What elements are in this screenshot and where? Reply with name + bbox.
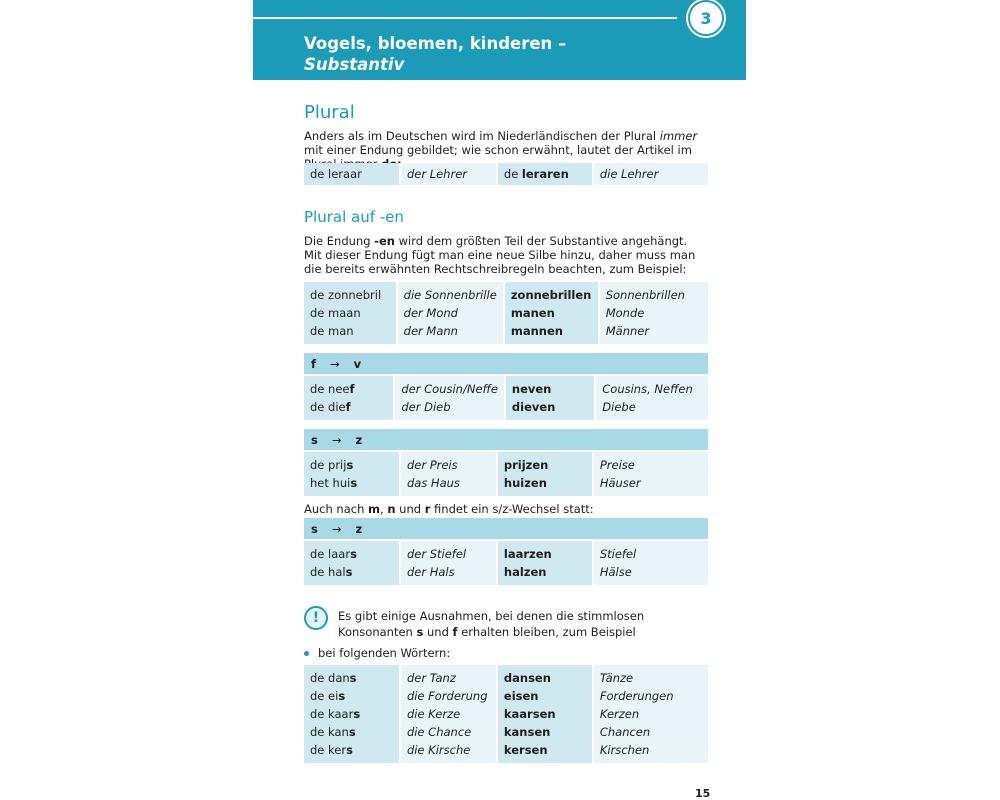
plural-translation-cell: Chancen — [592, 723, 708, 741]
bullet-text: bei folgenden Wörtern: — [318, 646, 451, 660]
singular-cell — [304, 687, 399, 705]
singular-stem: de die — [310, 400, 346, 414]
singular-cell — [304, 563, 399, 585]
plural-word: zonnebrillen — [510, 288, 592, 302]
table-row — [304, 563, 708, 585]
text-segment: erhalten bleiben, zum Beispiel — [457, 625, 636, 639]
text-segment: und — [423, 625, 453, 639]
singular-translation-cell: der Tanz — [399, 665, 496, 687]
singular-translation-cell: der Preis — [399, 452, 496, 474]
text-bold: s — [416, 625, 424, 639]
table-row — [304, 723, 708, 741]
arrow-right-icon: → — [330, 356, 340, 371]
table-row — [304, 687, 708, 705]
singular-ending: f — [345, 400, 351, 414]
plural-translation-cell: Stiefel — [592, 541, 708, 563]
plural-translation-cell: Preise — [592, 452, 708, 474]
text-segment: Die Endung — [304, 234, 375, 248]
plural-word: prijzen — [503, 458, 549, 472]
singular-stem: de kaar — [310, 707, 354, 721]
table-row — [304, 398, 708, 420]
exceptions-table — [304, 665, 708, 763]
note-text — [338, 608, 708, 640]
text-segment: Anders als im Deutschen wird im Niederländischen der Plural — [304, 129, 660, 143]
singular-cell — [304, 723, 399, 741]
rule-from: f — [311, 356, 317, 371]
arrow-right-icon: → — [331, 432, 342, 447]
plural-cell — [503, 282, 598, 304]
singular-cell — [304, 376, 393, 398]
plural-translation-cell: Häuser — [592, 474, 708, 496]
plural-cell — [496, 452, 592, 474]
text-segment: Es gibt einige Ausnahmen, bei denen die stimmlosen Konsonanten — [338, 609, 645, 639]
rule-s-to-z-header-2 — [304, 518, 708, 539]
singular-stem: de hal — [310, 565, 346, 579]
exclamation-icon: ! — [304, 606, 328, 630]
plural-cell — [504, 376, 594, 398]
page-number: 15 — [695, 787, 711, 800]
singular-cell — [304, 398, 393, 420]
singular-translation-cell: der Cousin/Neffe — [393, 376, 504, 398]
plural-cell — [504, 398, 594, 420]
singular-translation-cell: die Kirsche — [399, 741, 496, 763]
singular-translation-cell: das Haus — [399, 474, 496, 496]
singular-translation-cell: die Forderung — [399, 687, 496, 705]
singular-stem: de ei — [310, 689, 339, 703]
singular-ending: s — [353, 707, 361, 721]
plural-translation-cell: Cousins, Neffen — [594, 376, 708, 398]
heading-plural: Plural — [304, 102, 355, 123]
plural-cell — [503, 322, 598, 344]
rule-from: s — [311, 521, 318, 536]
singular-ending: s — [349, 671, 357, 685]
table-row — [304, 282, 708, 304]
text-segment: wird dem größten Teil der Substantive angehängt. Mit dieser Endung fügt man eine neue Silbe hinzu, daher muss man die bereits erwähnten Rechtschreibregeln beachten, zum Beispiel: — [304, 234, 696, 276]
rule-s-to-z-header — [304, 429, 708, 450]
plural-translation-cell: Kerzen — [592, 705, 708, 723]
singular-ending: s — [350, 476, 358, 490]
text-bold: -en — [374, 234, 395, 248]
text-segment: Auch nach — [304, 502, 369, 516]
arrow-right-icon: → — [331, 521, 342, 536]
plural-cell — [496, 563, 592, 585]
plural-translation-cell: Forderungen — [592, 687, 708, 705]
table-row — [304, 541, 708, 563]
singular-translation-cell: die Sonnenbrille — [396, 282, 503, 304]
singular-stem: de ker — [310, 743, 347, 757]
plural-word: kansen — [503, 725, 551, 739]
table-row — [304, 705, 708, 723]
plural-cell — [503, 304, 598, 322]
plural-article: de — [503, 167, 522, 181]
plural-translation-cell: Männer — [598, 322, 708, 344]
spelling-example-table — [304, 282, 708, 344]
chapter-title — [304, 33, 566, 75]
plural-cell — [496, 541, 592, 563]
singular-stem: het hui — [310, 476, 351, 490]
plural-word: kersen — [503, 743, 548, 757]
rule-from: s — [311, 432, 318, 447]
rule-to: z — [355, 521, 363, 536]
plural-translation-cell: Monde — [598, 304, 708, 322]
singular-ending: f — [349, 382, 355, 396]
singular-translation-cell: die Chance — [399, 723, 496, 741]
s-to-z-mnr-table — [304, 541, 708, 585]
text-segment: und — [395, 502, 425, 516]
plural-word: halzen — [503, 565, 547, 579]
chapter-banner — [253, 0, 746, 80]
plural-translation-cell: die Lehrer — [592, 163, 708, 185]
plural-translation-cell: Kirschen — [592, 741, 708, 763]
plural-word: manen — [510, 306, 555, 320]
plural-word: laarzen — [503, 547, 552, 561]
text-bold: m — [368, 502, 381, 516]
chapter-number-badge: 3 — [688, 0, 724, 36]
singular-ending: s — [345, 565, 353, 579]
plural-translation-cell: Hälse — [592, 563, 708, 585]
singular-ending: s — [348, 725, 356, 739]
table-row — [304, 474, 708, 496]
plural-cell — [496, 705, 592, 723]
text-segment: mit einer Endung gebildet; wie schon erwähnt, lautet der Artikel im — [304, 143, 692, 157]
singular-cell — [304, 705, 399, 723]
singular-cell — [304, 452, 399, 474]
singular-ending: s — [346, 458, 354, 472]
singular-cell — [304, 665, 399, 687]
singular-stem: de dan — [310, 671, 350, 685]
singular-ending: s — [346, 743, 353, 757]
plural-translation-cell: Diebe — [594, 398, 708, 420]
text-bold: n — [387, 502, 396, 516]
plural-word: dansen — [503, 671, 551, 685]
singular-translation-cell: der Dieb — [393, 398, 504, 420]
plural-cell — [496, 163, 592, 185]
mnr-text — [304, 502, 708, 516]
singular-cell — [304, 474, 399, 496]
banner-divider — [253, 17, 677, 19]
singular-ending: s — [350, 547, 357, 561]
singular-stem: de laar — [310, 547, 351, 561]
plural-cell — [496, 723, 592, 741]
text-bold: r — [424, 502, 431, 516]
plural-cell — [496, 741, 592, 763]
table-row — [304, 304, 708, 322]
plural-translation-cell: Tänze — [592, 665, 708, 687]
plural-word: kaarsen — [503, 707, 556, 721]
singular-stem: de prij — [310, 458, 347, 472]
rule-to: v — [353, 356, 362, 371]
plural-cell — [496, 665, 592, 687]
singular-cell — [304, 541, 399, 563]
singular-translation-cell: der Mond — [396, 304, 503, 322]
plural-word: mannen — [510, 324, 563, 338]
plural-cell — [496, 687, 592, 705]
singular-cell: de leraar — [304, 163, 399, 185]
bullet-dot-icon — [304, 651, 309, 656]
plural-translation-cell: Sonnenbrillen — [598, 282, 708, 304]
bullet-item — [304, 646, 450, 660]
plural-word: huizen — [503, 476, 547, 490]
plural-en-intro-text — [304, 234, 708, 276]
singular-stem: de nee — [310, 382, 350, 396]
text-segment: , — [380, 502, 388, 516]
table-row — [304, 322, 708, 344]
heading-plural-en: Plural auf -en — [304, 208, 404, 226]
chapter-title-line2: Substantiv — [304, 55, 405, 74]
text-italic: immer — [659, 129, 698, 143]
singular-translation-cell: der Lehrer — [399, 163, 496, 185]
plural-word: leraren — [521, 167, 569, 181]
plural-example-table — [304, 163, 708, 185]
singular-translation-cell: der Stiefel — [399, 541, 496, 563]
plural-word: dieven — [511, 400, 556, 414]
singular-translation-cell: die Kerze — [399, 705, 496, 723]
text-bold: f — [452, 625, 458, 639]
book-page — [253, 0, 746, 800]
singular-cell — [304, 741, 399, 763]
singular-ending: s — [338, 689, 346, 703]
singular-cell: de zonnebril — [304, 282, 396, 304]
rule-f-to-v-header — [304, 353, 708, 374]
singular-cell: de maan — [304, 304, 396, 322]
singular-cell: de man — [304, 322, 396, 344]
plural-word: neven — [511, 382, 552, 396]
table-row — [304, 741, 708, 763]
s-to-z-table — [304, 452, 708, 496]
f-to-v-table — [304, 376, 708, 420]
singular-translation-cell: der Mann — [396, 322, 503, 344]
table-row — [304, 163, 708, 185]
plural-cell — [496, 474, 592, 496]
table-row — [304, 665, 708, 687]
chapter-title-line1: Vogels, bloemen, kinderen – — [304, 34, 567, 53]
rule-to: z — [355, 432, 363, 447]
table-row — [304, 452, 708, 474]
singular-translation-cell: der Hals — [399, 563, 496, 585]
plural-word: eisen — [503, 689, 539, 703]
singular-stem: de kan — [310, 725, 349, 739]
text-segment: findet ein s/z-Wechsel statt: — [430, 502, 594, 516]
table-row — [304, 376, 708, 398]
